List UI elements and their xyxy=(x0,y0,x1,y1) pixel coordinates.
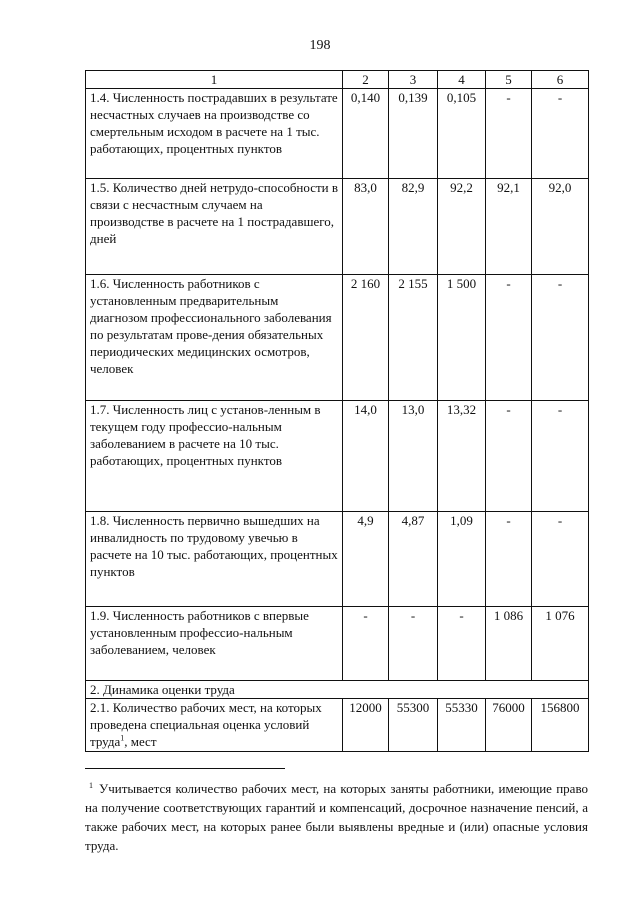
table-cell: 156800 xyxy=(532,699,589,752)
statistics-table xyxy=(85,70,589,752)
table-cell: 55300 xyxy=(389,699,438,752)
table-cell: 1 076 xyxy=(532,607,589,681)
table-cell: 55330 xyxy=(438,699,486,752)
table-cell: 76000 xyxy=(486,699,532,752)
table-cell: - xyxy=(486,512,532,607)
column-header: 5 xyxy=(486,71,532,89)
table-cell: - xyxy=(486,275,532,401)
row-label: 1.5. Количество дней нетрудо-способности в связи с несчастным случаем на производстве в расчете на 1 пострадавшего, дней xyxy=(86,179,343,275)
table-cell: 0,139 xyxy=(389,89,438,179)
table-cell: 92,0 xyxy=(532,179,589,275)
table-cell: 83,0 xyxy=(343,179,389,275)
table-cell: 4,87 xyxy=(389,512,438,607)
table-cell: - xyxy=(486,89,532,179)
table-row xyxy=(86,699,589,752)
row-label: 1.6. Численность работников с установленным предварительным диагнозом профессионального заболевания по результатам прове-дения обязательных периодических медицинских осмотров, человек xyxy=(86,275,343,401)
row-label: 1.4. Численность пострадавших в результате несчастных случаев на производстве со смертельным исходом в расчете на 1 тыс. работающих, процентных пунктов xyxy=(86,89,343,179)
row-label xyxy=(86,699,343,752)
row-label: 1.7. Численность лиц с установ-ленным в текущем году профессио-нальным заболеванием в расчете на 10 тыс. работающих, процентных пунктов xyxy=(86,401,343,512)
table-cell: - xyxy=(532,512,589,607)
table-cell: - xyxy=(532,275,589,401)
table-header-row xyxy=(86,71,589,89)
table-row xyxy=(86,607,589,681)
row-label: 1.9. Численность работников с впервые установленным профессио-нальным заболеванием, человек xyxy=(86,607,343,681)
table-cell: 14,0 xyxy=(343,401,389,512)
column-header: 3 xyxy=(389,71,438,89)
table-cell: 92,2 xyxy=(438,179,486,275)
row-label: 1.8. Численность первично вышедших на инвалидность по трудовому увечью в расчете на 10 тыс. работающих, процентных пунктов xyxy=(86,512,343,607)
table-cell: 2 160 xyxy=(343,275,389,401)
table-cell: 0,140 xyxy=(343,89,389,179)
table-row xyxy=(86,179,589,275)
column-header: 6 xyxy=(532,71,589,89)
row-label-suffix: , мест xyxy=(124,734,157,749)
table-row xyxy=(86,275,589,401)
table-cell: 13,32 xyxy=(438,401,486,512)
table-cell: 12000 xyxy=(343,699,389,752)
footnote-mark: 1 xyxy=(89,781,93,790)
table-row xyxy=(86,512,589,607)
table-cell: 1 086 xyxy=(486,607,532,681)
table-cell: 1,09 xyxy=(438,512,486,607)
table-cell: - xyxy=(389,607,438,681)
column-header: 4 xyxy=(438,71,486,89)
table-cell: - xyxy=(532,401,589,512)
section-row xyxy=(86,681,589,699)
table-cell: - xyxy=(486,401,532,512)
table-cell: 92,1 xyxy=(486,179,532,275)
footnote-divider xyxy=(85,768,285,769)
table-cell: 2 155 xyxy=(389,275,438,401)
table-cell: - xyxy=(343,607,389,681)
table-cell: 1 500 xyxy=(438,275,486,401)
column-header: 1 xyxy=(86,71,343,89)
page-number: 198 xyxy=(309,38,331,53)
footnote xyxy=(85,776,588,855)
footnote-text: Учитывается количество рабочих мест, на которых заняты работники, имеющие право на получение соответствующих гарантий и компенсаций, досрочное назначение пенсий, а также рабочих мест, на которых ранее были выявлены вредные и (или) опасные условия труда. xyxy=(85,781,588,853)
row-label-text: 2.1. Количество рабочих мест, на которых проведена специальная оценка условий труда xyxy=(90,700,322,749)
table-cell: 4,9 xyxy=(343,512,389,607)
footnote-reference[interactable]: 1 xyxy=(120,733,125,743)
table-cell: 0,105 xyxy=(438,89,486,179)
table-cell: - xyxy=(438,607,486,681)
table-cell: - xyxy=(532,89,589,179)
table-cell: 13,0 xyxy=(389,401,438,512)
table-row xyxy=(86,89,589,179)
table-row xyxy=(86,401,589,512)
section-title: 2. Динамика оценки труда xyxy=(86,681,589,699)
table-cell: 82,9 xyxy=(389,179,438,275)
column-header: 2 xyxy=(343,71,389,89)
